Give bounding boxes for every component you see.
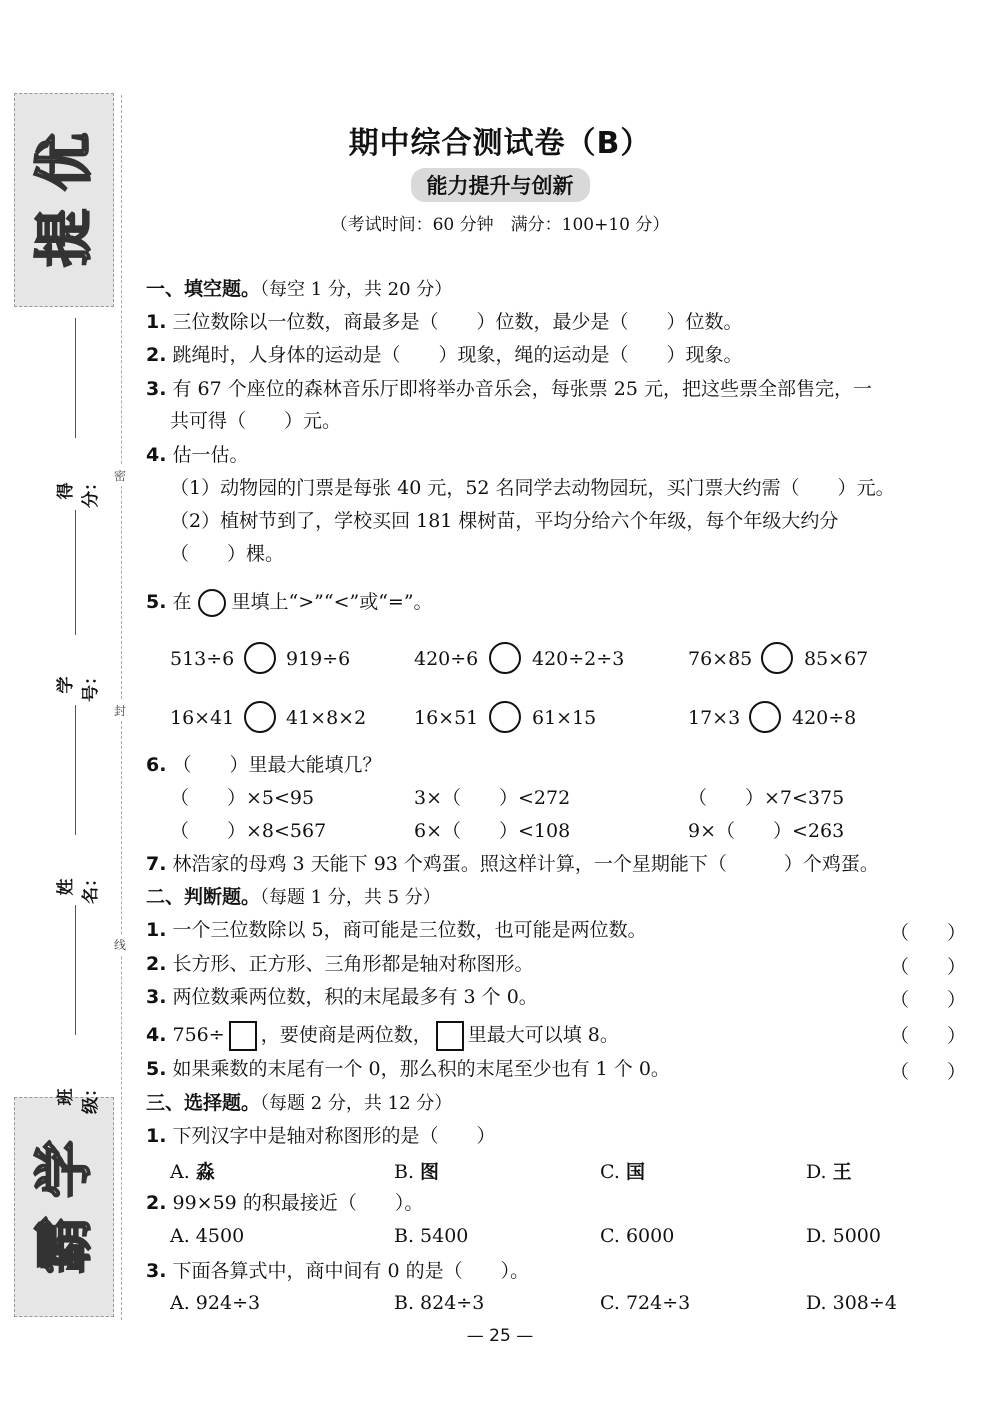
square-box-icon (229, 1021, 257, 1051)
label-score: 得分： (56, 474, 101, 508)
compare-circle-icon[interactable] (749, 701, 781, 733)
q6-item[interactable]: 6×（ ）<108 (414, 820, 571, 842)
q-number: 1. (146, 311, 167, 333)
cut-word-line: 线 (114, 934, 126, 955)
question-text: 在 (172, 591, 192, 613)
compare-right: 61×15 (532, 707, 597, 729)
judge-paren[interactable]: （ ） (889, 1025, 966, 1047)
s1-q4-2-cont: （ ）棵。 (170, 543, 285, 565)
compare-left: 76×85 (688, 648, 753, 670)
question-text: 估一估。 (172, 444, 249, 466)
q-number: 5. (146, 591, 167, 613)
option-b[interactable] (394, 1157, 439, 1184)
question-text: （ ）里最大能填几？ (172, 754, 382, 776)
compare-right: 41×8×2 (286, 707, 367, 729)
option-d[interactable] (806, 1157, 852, 1184)
compare-left: 16×41 (170, 707, 235, 729)
name-line (75, 705, 76, 835)
option-d[interactable]: D. 5000 (806, 1225, 881, 1247)
judge-paren[interactable]: （ ） (889, 1061, 966, 1083)
page-number: — 25 — (466, 1326, 534, 1346)
q-number: 1. (146, 919, 167, 941)
s1-q5 (146, 589, 433, 617)
s1-q1 (146, 310, 743, 334)
option-a[interactable]: A. 924÷3 (170, 1292, 261, 1314)
q-number: 5. (146, 1058, 167, 1080)
compare-circle-icon[interactable] (489, 701, 521, 733)
compare-circle-icon[interactable] (244, 701, 276, 733)
section1-note: （每空 1 分，共 20 分） (260, 279, 453, 300)
q-number: 2. (146, 1192, 167, 1214)
id-line (75, 510, 76, 635)
q6-item[interactable]: 3×（ ）<272 (414, 787, 571, 809)
exam-info: （考试时间：60 分钟 满分：100+10 分） (330, 215, 670, 235)
score-line (75, 318, 76, 438)
question-text: 里填上“>”“<”或“=”。 (231, 591, 433, 613)
label-name: 姓名： (56, 870, 101, 904)
option-char: 图 (420, 1161, 440, 1183)
label-student-id: 学号： (56, 668, 101, 702)
section1-title: 一、填空题。 (146, 278, 261, 300)
label-class: 班级： (56, 1080, 101, 1114)
banner-bottom (14, 1097, 114, 1317)
option-b[interactable]: B. 824÷3 (394, 1292, 485, 1314)
section3-note: （每题 2 分，共 12 分） (260, 1093, 453, 1114)
s2-q1 (146, 918, 647, 942)
banner-top-char-1: 优 (29, 132, 98, 192)
q-number: 2. (146, 953, 167, 975)
option-b[interactable]: B. 5400 (394, 1225, 469, 1247)
q6-item[interactable]: （ ）×7<375 (688, 787, 845, 809)
banner-bottom-char-1: 学 (29, 1139, 98, 1199)
q6-item[interactable]: （ ）×8<567 (170, 820, 327, 842)
cut-word-seal-1: 密 (114, 465, 126, 486)
question-text: 里最大可以填 8。 (467, 1024, 619, 1046)
q-number: 3. (146, 378, 167, 400)
question-text: 跳绳时，人身体的运动是（ ）现象，绳的运动是（ ）现象。 (172, 344, 743, 366)
option-letter: A. (170, 1161, 196, 1183)
s1-q7 (146, 852, 879, 876)
question-text: 99×59 的积最接近（ ）。 (172, 1192, 424, 1214)
q-number: 2. (146, 344, 167, 366)
section1-heading (146, 277, 452, 302)
question-text: ，要使商是两位数， (260, 1024, 432, 1046)
option-a[interactable] (170, 1157, 215, 1184)
s1-q4-2: （2）植树节到了，学校买回 181 棵树苗，平均分给六个年级，每个年级大约分 (170, 510, 839, 532)
compare-circle-icon[interactable] (761, 642, 793, 674)
page-title: 期中综合测试卷（B） (348, 126, 652, 161)
judge-paren[interactable]: （ ） (889, 922, 966, 944)
question-text: 长方形、正方形、三角形都是轴对称图形。 (172, 953, 534, 975)
judge-paren[interactable]: （ ） (889, 956, 966, 978)
section2-heading (146, 885, 441, 910)
judge-paren[interactable]: （ ） (889, 989, 966, 1011)
compare-right: 85×67 (804, 648, 869, 670)
s1-q3-cont: 共可得（ ）元。 (170, 410, 342, 432)
compare-left: 420÷6 (414, 648, 479, 670)
s2-q4 (146, 1021, 619, 1051)
q-number: 3. (146, 986, 167, 1008)
s3-q1 (146, 1124, 496, 1148)
q-number: 4. (146, 444, 167, 466)
s1-q4 (146, 443, 249, 467)
compare-left: 16×51 (414, 707, 479, 729)
option-a[interactable]: A. 4500 (170, 1225, 245, 1247)
question-text: 三位数除以一位数，商最多是（ ）位数，最少是（ ）位数。 (172, 311, 743, 333)
subtitle: 能力提升与创新 (411, 168, 590, 202)
s2-q3 (146, 985, 538, 1009)
q-number: 1. (146, 1125, 167, 1147)
q6-item[interactable]: （ ）×5<95 (170, 787, 315, 809)
s1-q4-1: （1）动物园的门票是每张 40 元，52 名同学去动物园玩，买门票大约需（ ）元。 (170, 477, 895, 499)
compare-right: 420÷8 (792, 707, 857, 729)
question-text: 756÷ (172, 1024, 225, 1046)
class-line (75, 905, 76, 1035)
question-text: 两位数乘两位数，积的末尾最多有 3 个 0。 (172, 986, 538, 1008)
s1-q3 (146, 377, 872, 401)
option-letter: C. (600, 1161, 626, 1183)
compare-left: 513÷6 (170, 648, 235, 670)
subtitle-wrap (0, 168, 1000, 202)
s1-q2 (146, 343, 743, 367)
option-letter: D. (806, 1161, 833, 1183)
question-text: 下列汉字中是轴对称图形的是（ ） (172, 1125, 496, 1147)
s3-q3 (146, 1259, 529, 1283)
circle-icon (198, 589, 226, 617)
s2-q2 (146, 952, 534, 976)
option-d[interactable]: D. 308÷4 (806, 1292, 897, 1314)
option-char: 国 (625, 1161, 645, 1183)
compare-right: 919÷6 (286, 648, 351, 670)
banner-bottom-char-2: 霸 (29, 1215, 98, 1275)
banner-top-char-2: 提 (29, 208, 98, 268)
cut-word-seal-2: 封 (114, 700, 126, 721)
compare-right: 420÷2÷3 (532, 648, 625, 670)
q-number: 7. (146, 853, 167, 875)
compare-left: 17×3 (688, 707, 741, 729)
s1-q6 (146, 753, 382, 777)
option-c[interactable]: C. 724÷3 (600, 1292, 691, 1314)
q-number: 3. (146, 1260, 167, 1282)
section3-heading (146, 1091, 452, 1116)
question-text: 林浩家的母鸡 3 天能下 93 个鸡蛋。照这样计算，一个星期能下（ ）个鸡蛋。 (172, 853, 879, 875)
q6-item[interactable]: 9×（ ）<263 (688, 820, 845, 842)
s2-q5 (146, 1057, 670, 1081)
s3-q2 (146, 1191, 423, 1215)
question-text: 下面各算式中，商中间有 0 的是（ ）。 (172, 1260, 530, 1282)
question-text: 有 67 个座位的森林音乐厅即将举办音乐会，每张票 25 元，把这些票全部售完，一 (172, 378, 873, 400)
option-char: 王 (832, 1161, 852, 1183)
question-text: 一个三位数除以 5，商可能是三位数，也可能是两位数。 (172, 919, 647, 941)
option-char: 淼 (195, 1161, 215, 1183)
compare-circle-icon[interactable] (244, 642, 276, 674)
section2-note: （每题 1 分，共 5 分） (260, 887, 441, 908)
q-number: 6. (146, 754, 167, 776)
option-letter: B. (394, 1161, 421, 1183)
section2-title: 二、判断题。 (146, 886, 261, 908)
option-c[interactable]: C. 6000 (600, 1225, 675, 1247)
q-number: 4. (146, 1024, 167, 1046)
square-box-icon (436, 1021, 464, 1051)
question-text: 如果乘数的末尾有一个 0，那么积的末尾至少也有 1 个 0。 (172, 1058, 670, 1080)
compare-circle-icon[interactable] (489, 642, 521, 674)
option-c[interactable] (600, 1157, 645, 1184)
section3-title: 三、选择题。 (146, 1092, 261, 1114)
